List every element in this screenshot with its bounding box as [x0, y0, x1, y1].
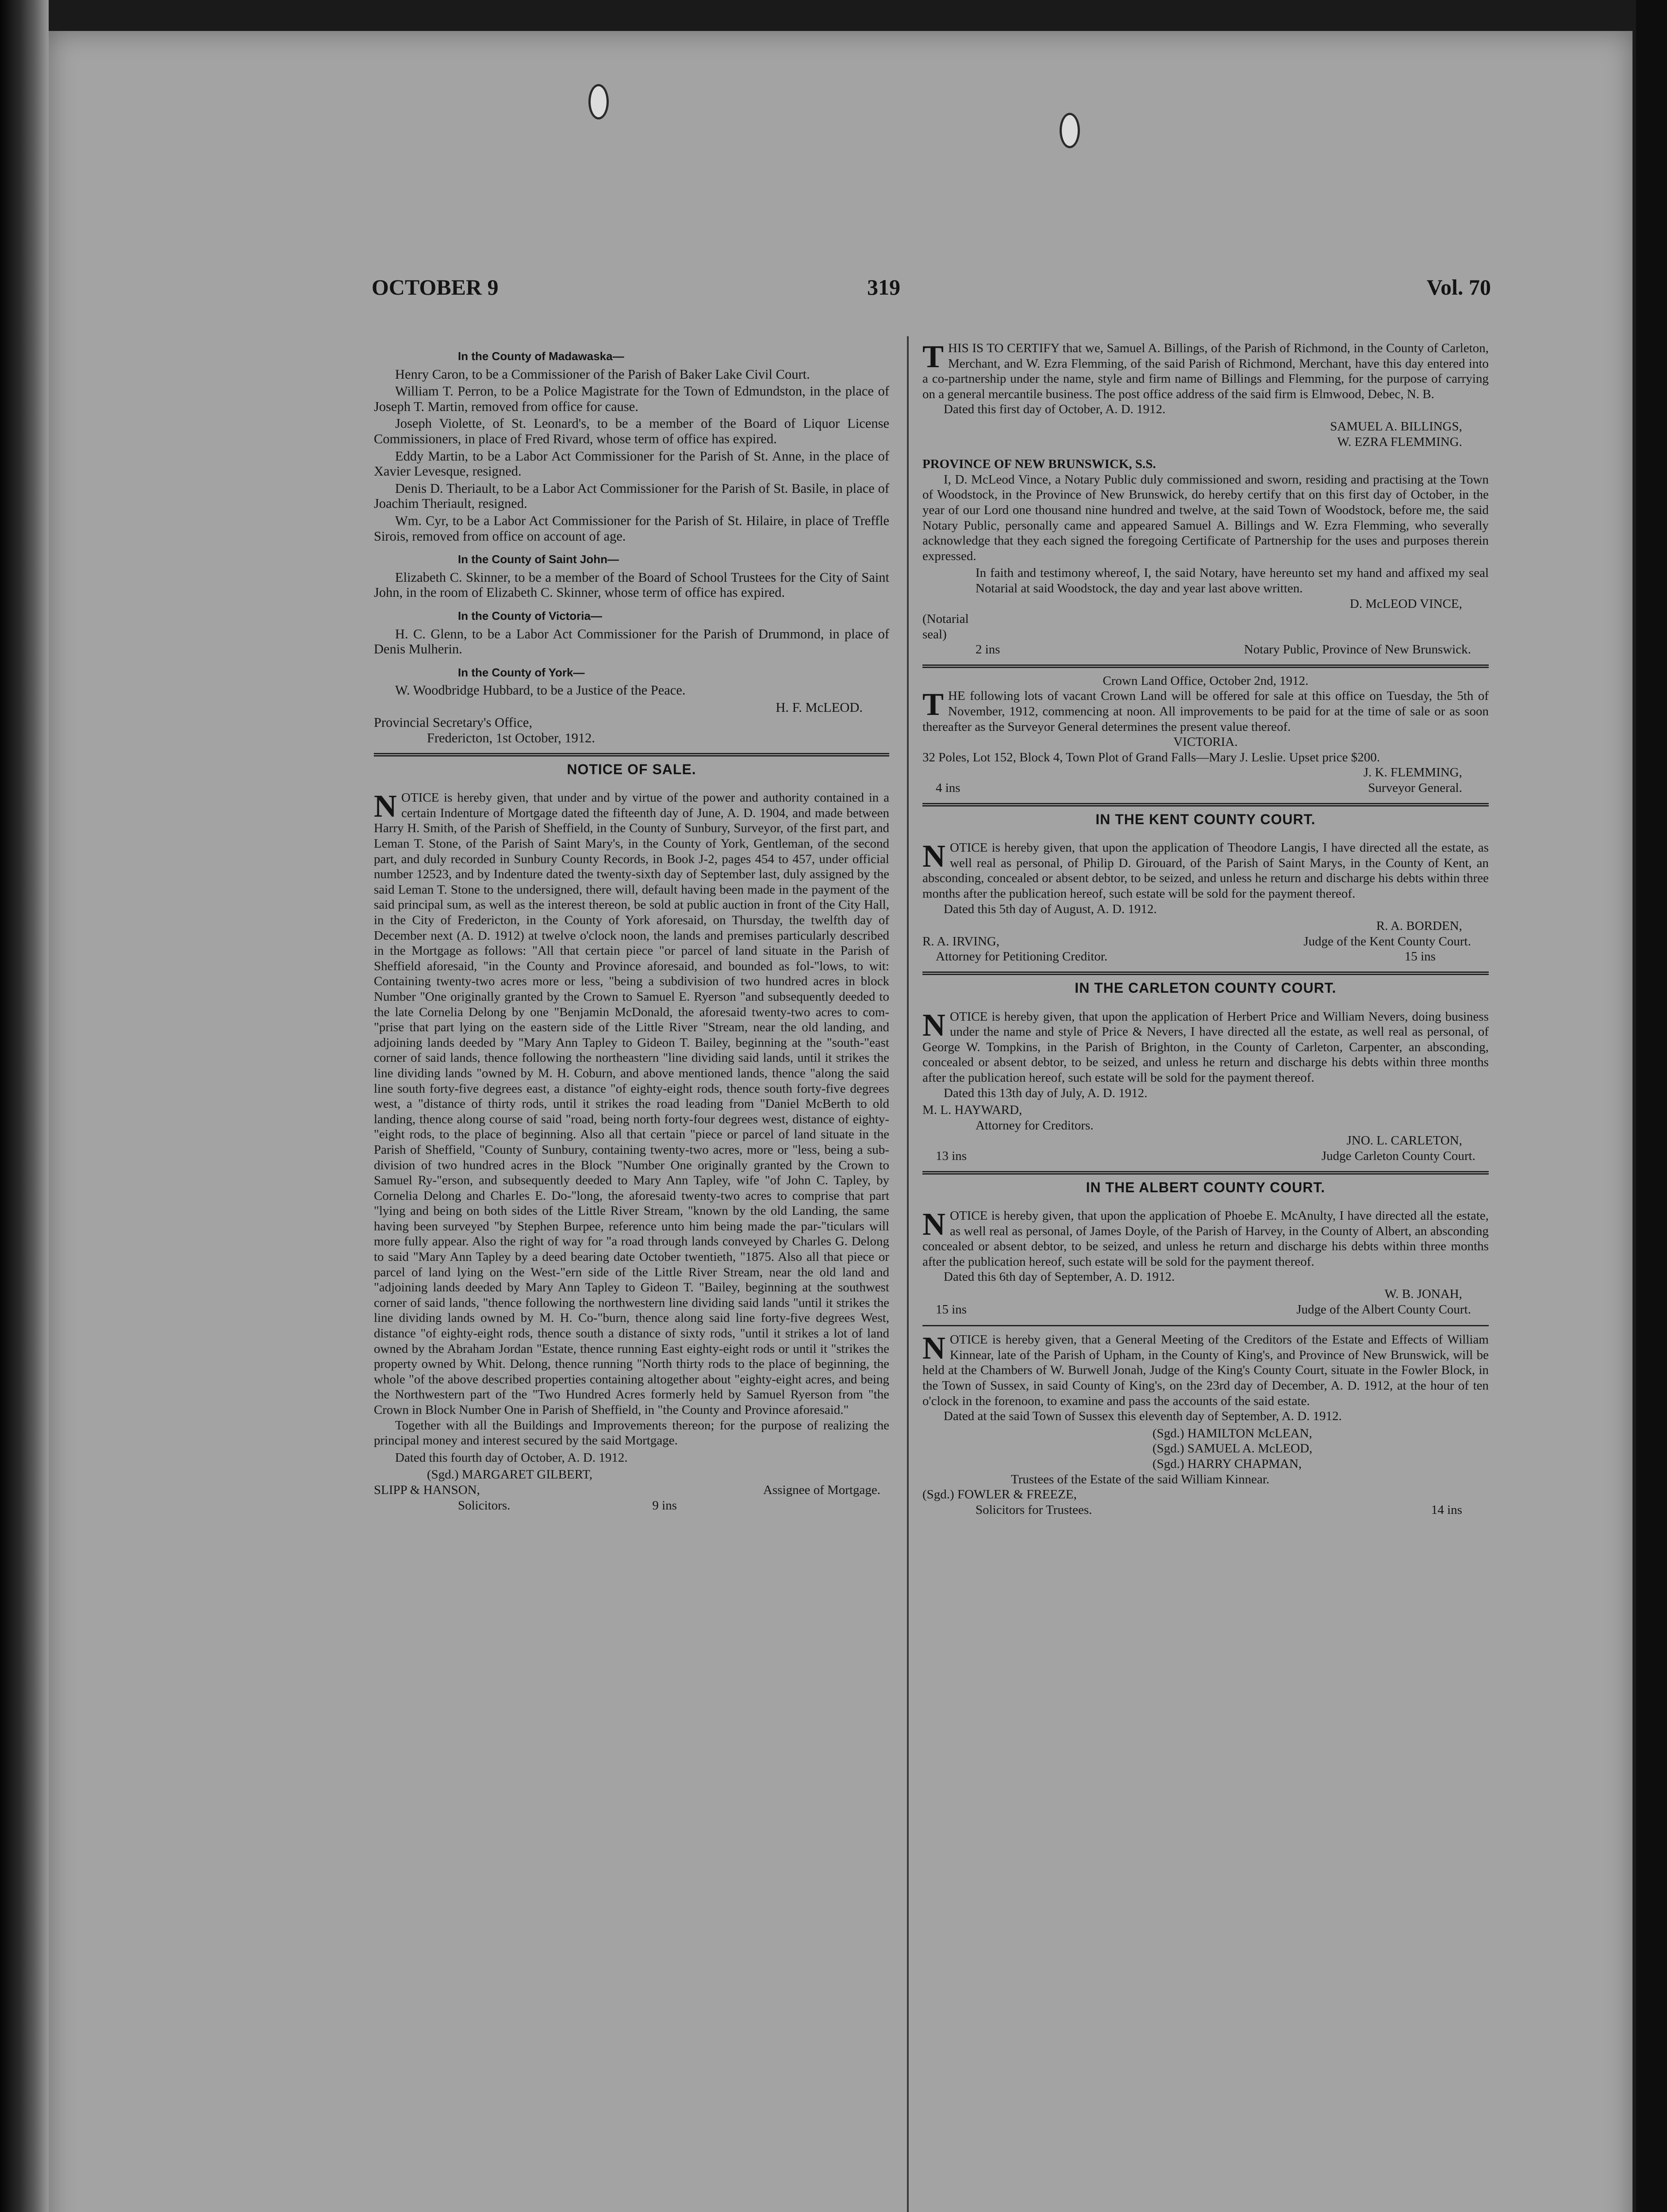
notary-certificate-body: I, D. McLeod Vince, a Notary Public duly commissioned and sworn, residing and practising at the Town of Woodstock, in the Province of New Brunswick, do hereby certify that on this first day of October, in the year of our Lord one thousand nine hundred and twelve, at the said Town of Woodstock, before me, the said Notary Public, personally came and appeared Samuel A. Billings and W. Ezra Flemming, who severally acknowledge that they each signed the foregoing Certificate of Partnership for the uses and purposes therein expressed. [922, 472, 1489, 563]
crown-land-heading: Crown Land Office, October 2nd, 1912. [1102, 673, 1309, 688]
scan-right-margin [1636, 0, 1667, 2212]
insertion-count: 2 ins [976, 642, 1000, 657]
dropcap-letter: N [922, 838, 945, 874]
albert-court-body: OTICE is hereby given, that upon the application of Phoebe E. McAnulty, I have directed all the estate, as well real as personal, of James Doyle, of the Parish of Harvey, in the County of Albert, an absconding concealed or absent debtor, to be seized, and unless he return and discharge his debts within three months after the publication hereof, such estate will be sold for the payment thereof. [922, 1209, 1489, 1269]
dropcap-letter: N [374, 788, 397, 824]
section-rule [922, 1325, 1489, 1327]
certificate-dated: Dated this first day of October, A. D. 1912. [944, 402, 1166, 417]
book-binding-edge [0, 0, 49, 2212]
dropcap-letter: N [922, 1007, 945, 1043]
signature-jonah: W. B. JONAH, [1384, 1287, 1462, 1302]
insertion-count: 9 ins [652, 1498, 677, 1513]
section-rule [922, 1171, 1489, 1175]
creditors-meeting-body: OTICE is hereby given, that a General Meeting of the Creditors of the Estate and Effects of William Kinnear, late of the Parish of Upham, in the County of King's, and Province of New Brunswick, will be held at the Chambers of W. Burwell Jonah, Judge of the King's County Court, situate in the Fowler Block, in the Town of Sussex, in said County of King's, on the 23rd day of December, A. D. 1912, at the hour of ten o'clock in the forenoon, to examine and pass the accounts of the said estate. [922, 1333, 1489, 1408]
kent-court-body: OTICE is hereby given, that upon the application of Theodore Langis, I have directed all the estate, as well real as personal, of Philip D. Girouard, of the Parish of Saint Marys, in the County of Kent, an absconding, concealed or absent debtor, to be seized, and unless he return and discharge his debts within three months after the publication hereof, such estate will be sold for the payment thereof. [922, 841, 1489, 901]
appointment-entry: Eddy Martin, to be a Labor Act Commissioner for the Parish of St. Anne, in the place of Xavier Levesque, resigned. [374, 448, 889, 479]
crown-land-lot: 32 Poles, Lot 152, Block 4, Town Plot of Grand Falls—Mary J. Leslie. Upset price $200. [922, 750, 1380, 764]
dropcap-letter: T [922, 339, 944, 374]
carleton-judge-role: Judge Carleton County Court. [1321, 1148, 1475, 1163]
creditors-meeting-dated: Dated at the said Town of Sussex this eleventh day of September, A. D. 1912. [944, 1409, 1342, 1424]
signature-fowler-freeze: (Sgd.) FOWLER & FREEZE, [922, 1487, 1077, 1502]
signature-mclean: (Sgd.) HAMILTON McLEAN, [1152, 1426, 1312, 1440]
province-heading: PROVINCE OF NEW BRUNSWICK, S.S. [922, 457, 1156, 472]
notice-of-sale-signature: (Sgd.) MARGARET GILBERT, [427, 1467, 593, 1482]
county-heading-victoria: In the County of Victoria— [458, 609, 602, 622]
signature-mcleod: H. F. McLEOD. [776, 699, 863, 715]
dropcap-letter: N [922, 1330, 945, 1366]
partnership-certificate-body: HIS IS TO CERTIFY that we, Samuel A. Billings, of the Parish of Richmond, in the County of Carleton, Merchant, and W. Ezra Flemming, of the said Parish of Richmond, Merchant, have this day entered into a co-partnership under the name, style and firm name of Billings and Flemming, for the purpose of carrying on a general mercantile business. The post office address of the said firm is Elmwood, Debec, N. B. [922, 341, 1489, 401]
signature-borden: R. A. BORDEN, [1376, 919, 1462, 933]
appointment-entry: Joseph Violette, of St. Leonard's, to be a member of the Board of Liquor License Commissioners, in place of Fred Rivard, whose term of office has expired. [374, 416, 889, 446]
notice-of-sale-title: NOTICE OF SALE. [567, 761, 696, 777]
section-rule [922, 803, 1489, 806]
kent-judge-role: Judge of the Kent County Court. [1303, 934, 1471, 949]
volume-label: Vol. 70 [1426, 275, 1491, 300]
dropcap-letter: N [922, 1206, 945, 1242]
albert-judge-role: Judge of the Albert County Court. [1296, 1302, 1471, 1317]
solicitors-name: SLIPP & HANSON, [374, 1482, 480, 1497]
crown-land-county: VICTORIA. [1173, 735, 1238, 749]
attorney-creditors-role: Attorney for Creditors. [976, 1118, 1094, 1133]
appointment-entry: H. C. Glenn, to be a Labor Act Commissioner for the Parish of Drummond, in place of Denis Mulherin. [374, 626, 889, 657]
assignee-role: Assignee of Mortgage. [763, 1482, 880, 1497]
insertion-count: 4 ins [936, 781, 960, 795]
notice-of-sale-dated: Dated this fourth day of October, A. D. 1912. [395, 1450, 628, 1465]
county-heading-saint-john: In the County of Saint John— [458, 553, 619, 566]
notarial-seal-label: (Notarial seal) [922, 612, 969, 641]
appointment-entry: W. Woodbridge Hubbard, to be a Justice of the Peace. [395, 683, 686, 698]
column-divider [907, 336, 909, 2212]
signature-mcleod-samuel: (Sgd.) SAMUEL A. McLEOD, [1152, 1441, 1313, 1456]
notice-of-sale-together: Together with all the Buildings and Improvements thereon; for the purpose of realizing the principal money and interest secured by the said Mortgage. [374, 1418, 889, 1448]
page-number: 319 [867, 275, 900, 300]
albert-court-title: IN THE ALBERT COUNTY COURT. [1086, 1179, 1325, 1195]
office-date-line: Fredericton, 1st October, 1912. [427, 730, 595, 746]
carleton-court-title: IN THE CARLETON COUNTY COURT. [1075, 979, 1337, 996]
signature-billings: SAMUEL A. BILLINGS, [1330, 419, 1462, 434]
carleton-court-dated: Dated this 13th day of July, A. D. 1912. [944, 1086, 1148, 1100]
county-heading-york: In the County of York— [458, 665, 585, 679]
kent-court-title: IN THE KENT COUNTY COURT. [1095, 811, 1316, 827]
signature-vince: D. McLEOD VINCE, [1350, 596, 1462, 611]
insertion-count: 14 ins [1431, 1502, 1462, 1517]
page-header [319, 265, 1504, 305]
office-line: Provincial Secretary's Office, [374, 715, 533, 730]
county-heading-madawaska: In the County of Madawaska— [458, 349, 624, 363]
insertion-count: 15 ins [1404, 949, 1436, 964]
section-rule [922, 972, 1489, 975]
albert-court-dated: Dated this 6th day of September, A. D. 1912. [944, 1270, 1175, 1284]
notice-of-sale-body: OTICE is hereby given, that under and by virtue of the power and authority contained in a certain Indenture of Mortgage dated the fifteenth day of June, A. D. 1904, and made between Harry H. Smith, of the Parish of Sheffield, in the County of Sunbury, Surveyor, of the first part, and Leman T. Stone, of the Parish of Saint Mary's, in the County of York, Gentleman, of the second part, and duly recorded in Sunbury County Records, in Book J-2, pages 454 to 457, under official number 12523, and by Indenture dated the twenty-sixth day of September last, duly assigned by the said Leman T. Stone to the undersigned, there will, default having been made in the payment of the said principal sum, as well as the interest thereon, be sold at public auction in front of the City Hall, in the City of Fredericton, in the County of York aforesaid, on Thursday, the twelfth day of December next (A. D. 1912) at twelve o'clock noon, the lands and premises particularly described in the Mortgage as follows: "All that certain piece "or parcel of land situate in the Parish of Sheffield aforesaid, "in the County and Province aforesaid, and bounded as fol-"lows, to wit: Containing twenty-two acres more or less, "being a subdivision of two hundred acres in block Number "One originally granted by the Crown to Samuel E. Ryerson "and subsequently deeded to the late Cornelia Delong by one "Benjamin McDonald, the aforesaid twenty-two acres to com-"prise that part lying on the eastern side of the Little River "Stream, near the old landing, and adjoining lands deeded by "Mary Ann Tapley to Gideon T. Bailey, beginning at the "south-"east corner of said lands, thence following the northeastern "line dividing said lands, until it strikes the line dividing lands "owned by M. H. Coburn, and above mentioned lands, thence "along the said line south forty-five degrees east, a distance "of eighty-eight rods, thence south forty-five degrees west, a "distance of thirty rods, until it strikes the road leading from "Daniel McBerth to old landing, thence along course of said "road, being north forty-four degrees west, distance of eighty-"eight rods, to the place of beginning. Also all that certain "piece or parcel of land situate in the Parish of Sheffield, "County of Sunbury, containing twenty-two acres, more or "less, being a sub-division of two hundred acres in the Block "Number One originally granted by the Crown to Samuel Ry-"erson, and subsequently deeded to Mary Ann Tapley, wife "of John C. Tapley, by Cornelia Delong and Charles E. Do-"long, the aforesaid twenty-two acres to comprise that part "lying and being on both sides of the Little River Stream, "known by the old Landing, the same having been surveyed "by Stephen Burpee, reference unto him being made the par-"ticulars will more fully appear. Also the right of way for "a road through lands conveyed by Charles G. Delong to said "Mary Ann Tapley by a deed bearing date October twentieth, "1875. Also all that piece or parcel of land lying on the West-"ern side of the Little River Stream, near the old land and "adjoining lands deeded by Mary Ann Tapley to Gideon T. "Bailey, beginning at the southwest corner of said lands, "thence following the northwestern line dividing said lands "until it strikes the line dividing lands owned by M. H. Co-"burn, thence along said line forty-five degrees West, distance "of eighty-eight rods, thence south a distance of sixty rods, "until it strikes a lot of land owned by the Abraham Jordan "Estate, thence running East eighty-eight rods or until it "strikes the property owned by Whit. Delong, thence running "North thirty rods to the place of beginning, the whole "of the above described properties containing altogether about "eighty-eight acres, and being the Northwestern part of the "Two Hundred Acres formerly held by Samuel Ryerson from "the Crown in Block Number One in Parish of Sheffield, in "the County and Province aforesaid." [374, 791, 889, 1417]
appointment-entry: William T. Perron, to be a Police Magistrate for the Town of Edmundston, in the place of Joseph T. Martin, removed from office for cause. [374, 384, 889, 414]
punch-hole-right [1060, 113, 1080, 148]
dropcap-letter: T [922, 687, 944, 722]
attorney-irving: R. A. IRVING, [922, 934, 1000, 949]
solicitors-role: Solicitors. [458, 1498, 511, 1513]
signature-flemming-surveyor: J. K. FLEMMING, [1363, 765, 1462, 780]
notary-faith-clause: In faith and testimony whereof, I, the said Notary, have hereunto set my hand and affixed my seal Notarial at said Woodstock, the day and year last above written. [976, 566, 1489, 595]
insertion-count: 13 ins [936, 1148, 967, 1163]
section-rule [922, 664, 1489, 668]
insertion-count: 15 ins [936, 1302, 967, 1317]
crown-land-body: HE following lots of vacant Crown Land will be offered for sale at this office on Tuesday, the 5th of November, 1912, commencing at noon. All improvements to be paid for at the time of sale or as soon thereafter as the Surveyor General determines the present value thereof. [922, 689, 1489, 734]
attorney-hayward: M. L. HAYWARD, [922, 1103, 1022, 1118]
right-column [922, 341, 1489, 1517]
notary-role: Notary Public, Province of New Brunswick. [1244, 642, 1471, 657]
punch-hole-left [588, 84, 609, 119]
signature-chapman: (Sgd.) HARRY CHAPMAN, [1152, 1457, 1302, 1471]
left-column [374, 341, 889, 1513]
surveyor-role: Surveyor General. [1368, 781, 1462, 795]
section-rule [374, 753, 889, 757]
appointment-entry: Henry Caron, to be a Commissioner of the Parish of Baker Lake Civil Court. [395, 366, 810, 382]
appointment-entry: Wm. Cyr, to be a Labor Act Commissioner for the Parish of St. Hilaire, in place of Treffle Sirois, removed from office on account of age. [374, 513, 889, 544]
signature-carleton: JNO. L. CARLETON, [1346, 1133, 1462, 1148]
signature-flemming: W. EZRA FLEMMING. [1337, 434, 1462, 449]
appointment-entry: Elizabeth C. Skinner, to be a member of the Board of School Trustees for the City of Saint John, in the room of Elizabeth C. Skinner, whose term of office has expired. [374, 569, 889, 600]
kent-court-dated: Dated this 5th day of August, A. D. 1912. [944, 902, 1157, 916]
trustees-role: Trustees of the Estate of the said William Kinnear. [1011, 1472, 1270, 1486]
carleton-court-body: OTICE is hereby given, that upon the application of Herbert Price and William Nevers, doing business under the name and style of Price & Nevers, I have directed all the estate, as well real as personal, of George W. Tompkins, in the Parish of Brighton, in the County of Carleton, Carpenter, an absconding, concealed or absent debtor, to be seized, and unless he return and discharge his debts within three months after the publication hereof, such estate will be sold for the payment thereof. [922, 1009, 1489, 1085]
header-date: OCTOBER 9 [372, 275, 499, 300]
appointment-entry: Denis D. Theriault, to be a Labor Act Commissioner for the Parish of St. Basile, in place of Joachim Theriault, resigned. [374, 480, 889, 511]
attorney-role: Attorney for Petitioning Creditor. [936, 949, 1108, 964]
solicitors-trustees-role: Solicitors for Trustees. [976, 1502, 1092, 1517]
